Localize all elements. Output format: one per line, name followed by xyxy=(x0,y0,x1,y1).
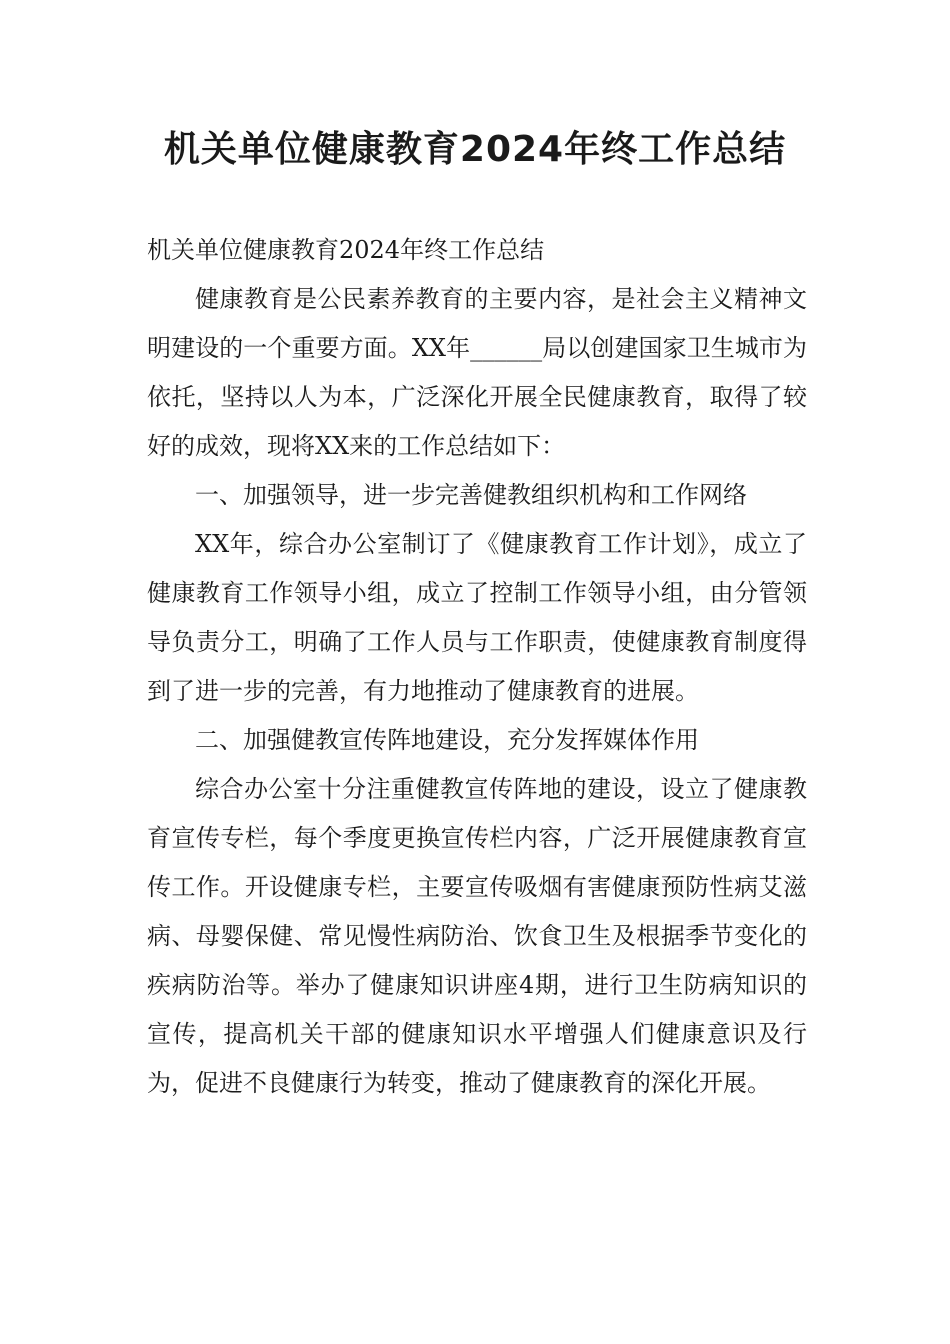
document-body xyxy=(147,226,807,1108)
intro-paragraph: 健康教育是公民素养教育的主要内容，是社会主义精神文明建设的一个重要方面。XX年______局以创建国家卫生城市为依托，坚持以人为本，广泛深化开展全民健康教育，取得了较好的成效，现将XX来的工作总结如下： xyxy=(147,285,807,460)
document-title: 机关单位健康教育2024年终工作总结 xyxy=(163,129,787,170)
section-paragraph-2: 综合办公室十分注重健教宣传阵地的建设，设立了健康教育宣传专栏，每个季度更换宣传栏内容，广泛开展健康教育宣传工作。开设健康专栏，主要宣传吸烟有害健康预防性病艾滋病、母婴保健、常见慢性病防治、饮食卫生及根据季节变化的疾病防治等。举办了健康知识讲座4期，进行卫生防病知识的宣传，提高机关干部的健康知识水平增强人们健康意识及行为，促进不良健康行为转变，推动了健康教育的深化开展。 xyxy=(147,775,807,1097)
section-heading-2: 二、加强健教宣传阵地建设，充分发挥媒体作用 xyxy=(195,726,699,754)
section-paragraph-1: XX年，综合办公室制订了《健康教育工作计划》，成立了健康教育工作领导小组，成立了控制工作领导小组，由分管领导负责分工，明确了工作人员与工作职责，使健康教育制度得到了进一步的完善，有力地推动了健康教育的进展。 xyxy=(147,530,807,705)
section-heading-1: 一、加强领导，进一步完善健教组织机构和工作网络 xyxy=(195,481,747,509)
subtitle-paragraph: 机关单位健康教育2024年终工作总结 xyxy=(147,236,545,264)
